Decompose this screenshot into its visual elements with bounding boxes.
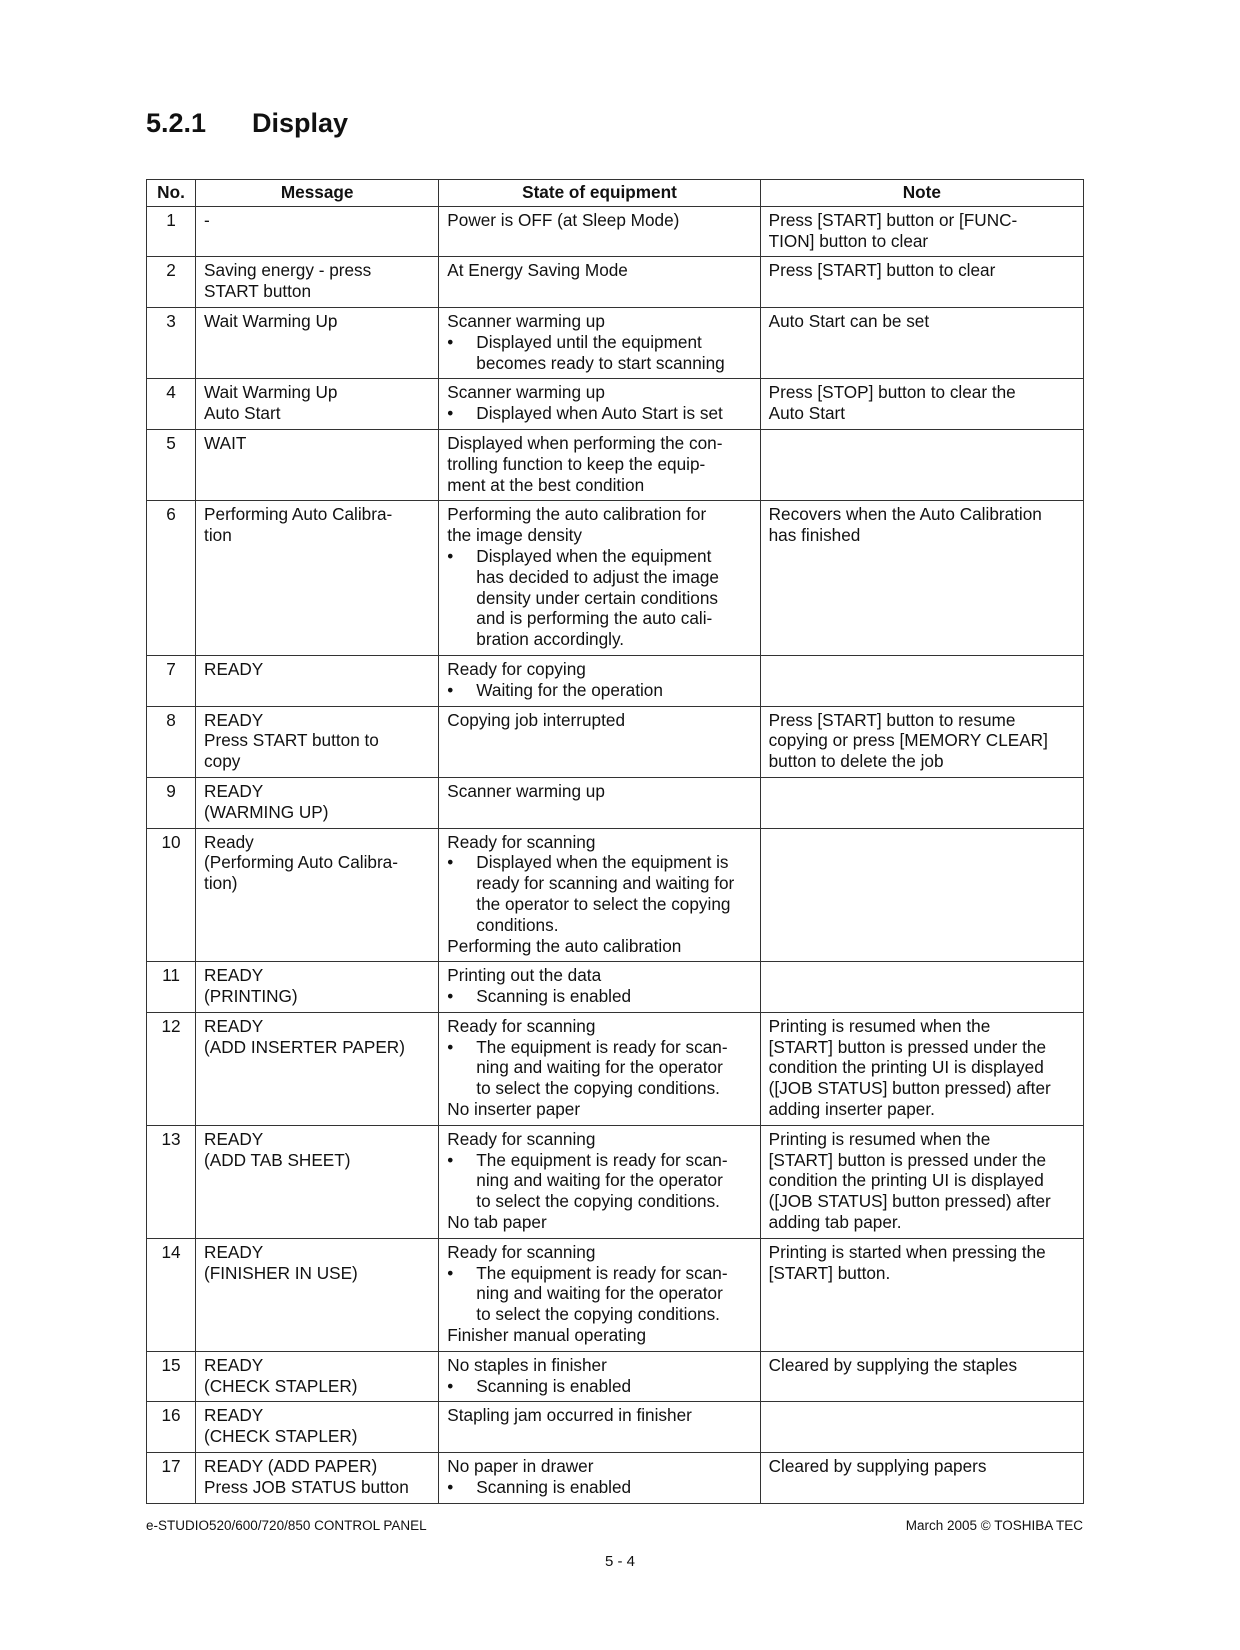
state-cell	[439, 206, 760, 257]
state-line: No inserter paper	[447, 1099, 581, 1120]
row-number: 13	[147, 1125, 196, 1238]
state-line: No paper in drawer	[447, 1456, 594, 1477]
note-cell	[760, 1125, 1083, 1238]
state-bullet-line: ning and waiting for the operator	[476, 1170, 723, 1191]
row-number: 14	[147, 1238, 196, 1351]
note-cell	[760, 777, 1083, 828]
message-line: (CHECK STAPLER)	[204, 1375, 358, 1396]
state-bullet	[447, 1150, 751, 1212]
message-cell	[196, 257, 439, 308]
state-cell	[439, 1125, 760, 1238]
footer-product: e-STUDIO520/600/720/850 CONTROL PANEL	[146, 1518, 427, 1533]
state-bullet-line: ning and waiting for the operator	[476, 1057, 723, 1078]
state-line: trolling function to keep the equip-	[447, 453, 706, 474]
row-number: 10	[147, 828, 196, 962]
state-line: No tab paper	[447, 1212, 547, 1233]
message-line: -	[204, 209, 210, 230]
message-line: READY	[204, 1128, 264, 1149]
row-number: 1	[147, 206, 196, 257]
message-line: Auto Start	[204, 403, 281, 424]
state-line: No staples in finisher	[447, 1354, 607, 1375]
message-cell	[196, 706, 439, 777]
message-line: READY	[204, 1015, 264, 1036]
header-note: Note	[760, 180, 1083, 207]
message-line: Wait Warming Up	[204, 310, 338, 331]
table-body	[147, 206, 1084, 1503]
message-cell	[196, 429, 439, 500]
note-cell	[760, 828, 1083, 962]
note-line: condition the printing UI is displayed	[768, 1057, 1044, 1078]
state-bullet-line: and is performing the auto cali-	[476, 608, 713, 629]
state-bullet	[447, 986, 751, 1007]
note-cell	[760, 962, 1083, 1013]
state-line: Performing the auto calibration for	[447, 504, 707, 525]
row-number: 15	[147, 1351, 196, 1402]
row-number: 11	[147, 962, 196, 1013]
state-line: Ready for scanning	[447, 1241, 596, 1262]
state-bullet-line: • Displayed until the equipment	[476, 331, 702, 352]
note-line: [START] button is pressed under the	[768, 1036, 1046, 1057]
state-bullet-line: • Displayed when the equipment	[476, 545, 712, 566]
note-line: ([JOB STATUS] button pressed) after	[768, 1191, 1051, 1212]
state-bullet	[447, 332, 751, 374]
message-line: READY	[204, 709, 264, 730]
state-bullet-line: to select the copying conditions.	[476, 1191, 720, 1212]
note-cell	[760, 1238, 1083, 1351]
message-cell	[196, 379, 439, 430]
row-number: 4	[147, 379, 196, 430]
note-cell	[760, 1351, 1083, 1402]
state-bullet-line: • Scanning is enabled	[476, 986, 632, 1007]
message-line: tion)	[204, 873, 238, 894]
note-line: Press [START] button to clear	[768, 260, 996, 281]
note-line: Cleared by supplying papers	[768, 1456, 987, 1477]
table-row	[147, 429, 1084, 500]
state-bullet-line: • The equipment is ready for scan-	[476, 1036, 728, 1057]
row-number: 7	[147, 655, 196, 706]
note-line: adding tab paper.	[768, 1212, 902, 1233]
row-number: 9	[147, 777, 196, 828]
message-line: Press START button to	[204, 730, 379, 751]
note-line: Auto Start can be set	[768, 310, 930, 331]
state-bullet-line: the operator to select the copying	[476, 893, 731, 914]
row-number: 12	[147, 1012, 196, 1125]
state-cell	[439, 777, 760, 828]
message-line: READY	[204, 658, 264, 679]
table-row	[147, 1402, 1084, 1453]
row-number: 5	[147, 429, 196, 500]
table-row	[147, 206, 1084, 257]
note-line: Press [START] button to resume	[768, 709, 1016, 730]
message-line: copy	[204, 751, 241, 772]
message-line: READY	[204, 1354, 264, 1375]
state-bullet	[447, 546, 751, 650]
state-bullet	[447, 680, 751, 701]
message-cell	[196, 307, 439, 378]
table-header-row	[147, 180, 1084, 207]
state-cell	[439, 962, 760, 1013]
state-cell	[439, 501, 760, 656]
state-bullet-line: has decided to adjust the image	[476, 566, 719, 587]
note-line: adding inserter paper.	[768, 1099, 935, 1120]
note-line: has finished	[768, 525, 861, 546]
state-line: Stapling jam occurred in finisher	[447, 1405, 692, 1426]
message-line: (ADD INSERTER PAPER)	[204, 1036, 405, 1057]
header-state: State of equipment	[439, 180, 760, 207]
state-bullet-line: ning and waiting for the operator	[476, 1283, 723, 1304]
note-line: Recovers when the Auto Calibration	[768, 504, 1042, 525]
state-line: Performing the auto calibration	[447, 935, 682, 956]
message-line: READY	[204, 1241, 264, 1262]
message-cell	[196, 501, 439, 656]
message-line: Press JOB STATUS button	[204, 1476, 409, 1497]
section-title: Display	[252, 108, 349, 138]
state-line: Finisher manual operating	[447, 1325, 647, 1346]
display-messages-table	[146, 179, 1084, 1504]
table-row	[147, 379, 1084, 430]
message-cell	[196, 1351, 439, 1402]
state-bullet	[447, 1263, 751, 1325]
state-bullet-line: ready for scanning and waiting for	[476, 873, 735, 894]
note-cell	[760, 1402, 1083, 1453]
note-line: button to delete the job	[768, 751, 944, 772]
state-bullet	[447, 1477, 751, 1498]
message-line: Ready	[204, 831, 254, 852]
message-cell	[196, 1453, 439, 1504]
table-row	[147, 1238, 1084, 1351]
note-cell	[760, 1012, 1083, 1125]
table-row	[147, 501, 1084, 656]
state-cell	[439, 1351, 760, 1402]
note-line: Press [START] button or [FUNC-	[768, 209, 1018, 230]
state-cell	[439, 1453, 760, 1504]
row-number: 3	[147, 307, 196, 378]
note-cell	[760, 655, 1083, 706]
table-row	[147, 655, 1084, 706]
state-line: Copying job interrupted	[447, 709, 626, 730]
note-line: Cleared by supplying the staples	[768, 1354, 1018, 1375]
message-line: Saving energy - press	[204, 260, 372, 281]
state-bullet-line: becomes ready to start scanning	[476, 352, 725, 373]
message-cell	[196, 206, 439, 257]
state-line: Ready for scanning	[447, 1128, 596, 1149]
message-line: READY	[204, 780, 264, 801]
state-cell	[439, 706, 760, 777]
message-line: READY (ADD PAPER)	[204, 1456, 378, 1477]
note-cell	[760, 206, 1083, 257]
message-cell	[196, 1012, 439, 1125]
note-line: TION] button to clear	[768, 230, 929, 251]
table-row	[147, 307, 1084, 378]
state-bullet-line: • Displayed when Auto Start is set	[476, 403, 723, 424]
state-line: At Energy Saving Mode	[447, 260, 628, 281]
state-bullet-line: density under certain conditions	[476, 587, 719, 608]
message-line: WAIT	[204, 432, 247, 453]
state-cell	[439, 655, 760, 706]
table-row	[147, 1125, 1084, 1238]
message-line: (CHECK STAPLER)	[204, 1426, 358, 1447]
message-cell	[196, 962, 439, 1013]
state-bullet-line: • Scanning is enabled	[476, 1375, 632, 1396]
state-line: Printing out the data	[447, 965, 602, 986]
note-line: Printing is started when pressing the	[768, 1241, 1046, 1262]
note-line: Auto Start	[768, 403, 846, 424]
message-cell	[196, 655, 439, 706]
message-cell	[196, 1238, 439, 1351]
state-line: Scanner warming up	[447, 780, 605, 801]
table-row	[147, 257, 1084, 308]
state-line: Ready for copying	[447, 658, 586, 679]
state-cell	[439, 1012, 760, 1125]
note-line: ([JOB STATUS] button pressed) after	[768, 1078, 1051, 1099]
state-cell	[439, 1402, 760, 1453]
section-heading	[146, 108, 348, 139]
state-bullet-line: • Scanning is enabled	[476, 1476, 632, 1497]
footer-date-copyright: March 2005 © TOSHIBA TEC	[905, 1518, 1083, 1533]
state-cell	[439, 1238, 760, 1351]
note-cell	[760, 1453, 1083, 1504]
state-bullet	[447, 1037, 751, 1099]
header-no: No.	[147, 180, 196, 207]
message-line: START button	[204, 281, 312, 302]
header-message: Message	[196, 180, 439, 207]
state-bullet	[447, 1376, 751, 1397]
state-bullet-line: • Waiting for the operation	[476, 679, 663, 700]
message-line: READY	[204, 1405, 264, 1426]
row-number: 6	[147, 501, 196, 656]
note-line: Press [STOP] button to clear the	[768, 382, 1016, 403]
row-number: 16	[147, 1402, 196, 1453]
message-line: (WARMING UP)	[204, 801, 329, 822]
state-cell	[439, 828, 760, 962]
state-bullet-line: conditions.	[476, 914, 559, 935]
state-line: Power is OFF (at Sleep Mode)	[447, 209, 680, 230]
message-cell	[196, 828, 439, 962]
note-cell	[760, 706, 1083, 777]
note-cell	[760, 501, 1083, 656]
state-bullet-line: bration accordingly.	[476, 629, 625, 650]
table-row	[147, 828, 1084, 962]
message-line: (PRINTING)	[204, 986, 298, 1007]
message-cell	[196, 1402, 439, 1453]
state-line: the image density	[447, 525, 583, 546]
message-line: tion	[204, 525, 232, 546]
note-line: copying or press [MEMORY CLEAR]	[768, 730, 1048, 751]
state-bullet-line: • The equipment is ready for scan-	[476, 1149, 728, 1170]
state-bullet-line: to select the copying conditions.	[476, 1078, 720, 1099]
note-cell	[760, 429, 1083, 500]
state-line: Displayed when performing the con-	[447, 432, 723, 453]
state-bullet-line: • Displayed when the equipment is	[476, 852, 729, 873]
message-line: Performing Auto Calibra-	[204, 504, 393, 525]
note-cell	[760, 307, 1083, 378]
message-cell	[196, 777, 439, 828]
state-bullet-line: to select the copying conditions.	[476, 1304, 720, 1325]
note-line: Printing is resumed when the	[768, 1015, 991, 1036]
state-line: Ready for scanning	[447, 1015, 596, 1036]
note-line: [START] button.	[768, 1262, 891, 1283]
note-line: [START] button is pressed under the	[768, 1149, 1046, 1170]
message-cell	[196, 1125, 439, 1238]
note-cell	[760, 379, 1083, 430]
state-line: Ready for scanning	[447, 831, 596, 852]
note-line: Printing is resumed when the	[768, 1128, 991, 1149]
note-cell	[760, 257, 1083, 308]
table-row	[147, 706, 1084, 777]
message-line: (ADD TAB SHEET)	[204, 1149, 351, 1170]
table-row	[147, 1453, 1084, 1504]
state-cell	[439, 307, 760, 378]
message-line: (Performing Auto Calibra-	[204, 852, 398, 873]
state-bullet	[447, 852, 751, 935]
table-row	[147, 777, 1084, 828]
state-cell	[439, 379, 760, 430]
page-number: 5 - 4	[604, 1553, 635, 1570]
message-line: (FINISHER IN USE)	[204, 1262, 358, 1283]
state-line: ment at the best condition	[447, 474, 645, 495]
state-line: Scanner warming up	[447, 310, 605, 331]
section-number: 5.2.1	[146, 108, 207, 138]
state-cell	[439, 429, 760, 500]
message-line: Wait Warming Up	[204, 382, 338, 403]
state-bullet-line: • The equipment is ready for scan-	[476, 1262, 728, 1283]
state-bullet	[447, 403, 751, 424]
row-number: 17	[147, 1453, 196, 1504]
state-line: Scanner warming up	[447, 382, 605, 403]
table-row	[147, 1012, 1084, 1125]
table-row	[147, 962, 1084, 1013]
row-number: 2	[147, 257, 196, 308]
table-row	[147, 1351, 1084, 1402]
row-number: 8	[147, 706, 196, 777]
note-line: condition the printing UI is displayed	[768, 1170, 1044, 1191]
state-cell	[439, 257, 760, 308]
message-line: READY	[204, 965, 264, 986]
